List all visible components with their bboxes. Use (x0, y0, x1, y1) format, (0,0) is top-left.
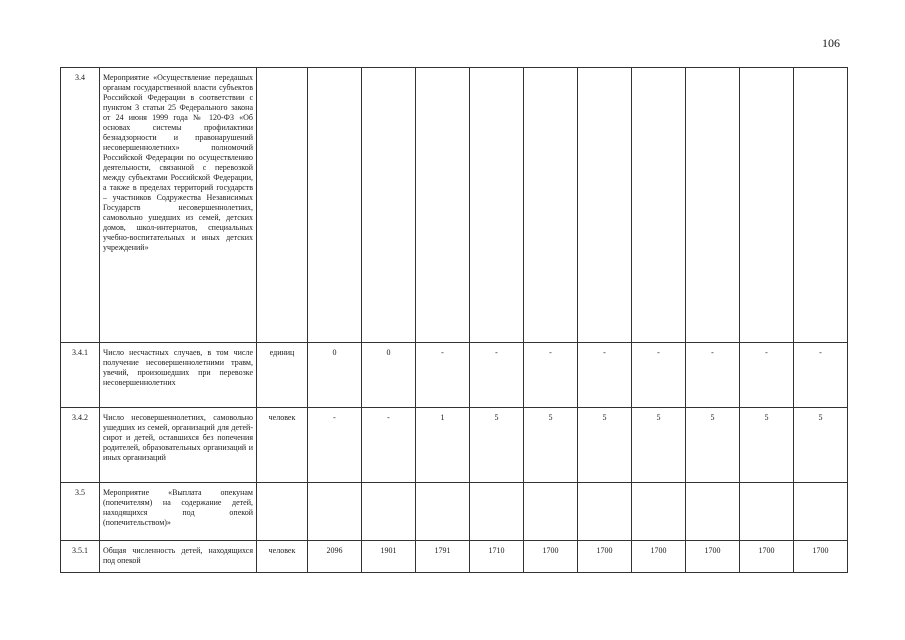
row-value: 2096 (308, 541, 362, 573)
table-row (61, 483, 848, 541)
row-value: - (794, 343, 848, 408)
row-value (308, 483, 362, 541)
row-unit: человек (257, 541, 308, 573)
row-value: - (470, 343, 524, 408)
row-value (794, 68, 848, 343)
row-unit (257, 483, 308, 541)
row-value: 1710 (470, 541, 524, 573)
row-name: Общая численность детей, находящихся под опекой (100, 541, 257, 573)
row-value: - (740, 343, 794, 408)
row-value (740, 68, 794, 343)
row-number: 3.4 (61, 68, 100, 343)
row-number: 3.5 (61, 483, 100, 541)
row-value: - (416, 343, 470, 408)
row-number: 3.4.2 (61, 408, 100, 483)
row-unit: человек (257, 408, 308, 483)
row-value (794, 483, 848, 541)
row-value (470, 483, 524, 541)
row-value: - (632, 343, 686, 408)
row-value: 1700 (740, 541, 794, 573)
row-value (362, 68, 416, 343)
row-value: 5 (686, 408, 740, 483)
row-value (362, 483, 416, 541)
row-value: 5 (470, 408, 524, 483)
row-value: 5 (632, 408, 686, 483)
table-row (61, 343, 848, 408)
row-unit: единиц (257, 343, 308, 408)
row-value: 1700 (578, 541, 632, 573)
row-name: Мероприятие «Осуществление передашых органам государственной власти субъектов Российской Федерации в соответствии с пунктом 3 статьи 25 Федерального закона от 24 июня 1999 года № 120-ФЗ «Об основах системы профилактики безнадзорности и правонарушений несовершеннолетних» полномочий Российской Федерации по осуществлению деятельности, связанной с перевозкой между субъектами Российской Федерации, а также в пределах территорий государств – участников Содружества Независимых Государств несовершеннолетних, самовольно ушедших из семей, детских домов, школ-интернатов, специальных учебно-воспитательных и иных детских учреждений» (100, 68, 257, 343)
row-value: 1700 (632, 541, 686, 573)
row-value: - (362, 408, 416, 483)
row-value (416, 68, 470, 343)
row-value (416, 483, 470, 541)
row-value: 0 (308, 343, 362, 408)
row-unit (257, 68, 308, 343)
row-value: 1901 (362, 541, 416, 573)
page-number: 106 (822, 36, 840, 50)
row-value: - (578, 343, 632, 408)
row-value (524, 483, 578, 541)
row-value (524, 68, 578, 343)
row-value (632, 68, 686, 343)
row-value: 1700 (686, 541, 740, 573)
row-value (578, 483, 632, 541)
row-value: - (308, 408, 362, 483)
row-value (578, 68, 632, 343)
row-value: 1700 (524, 541, 578, 573)
row-value: 5 (524, 408, 578, 483)
row-value (686, 483, 740, 541)
row-value (740, 483, 794, 541)
table-row (61, 541, 848, 573)
row-value: 5 (794, 408, 848, 483)
row-value: 1700 (794, 541, 848, 573)
table-row (61, 408, 848, 483)
row-number: 3.4.1 (61, 343, 100, 408)
row-value (470, 68, 524, 343)
row-value (308, 68, 362, 343)
row-value (632, 483, 686, 541)
row-number: 3.5.1 (61, 541, 100, 573)
row-name: Число несовершеннолетних, самовольно ушедших из семей, организаций для детей-сирот и детей, оставшихся без попечения родителей, образовательных организаций и иных организаций (100, 408, 257, 483)
row-value: - (686, 343, 740, 408)
row-value: 0 (362, 343, 416, 408)
row-value: 1 (416, 408, 470, 483)
row-name: Число несчастных случаев, в том числе получение несовершеннолетними травм, увечий, произошедших при перевозке несовершеннолетних (100, 343, 257, 408)
row-value: 1791 (416, 541, 470, 573)
row-value: 5 (740, 408, 794, 483)
row-value: 5 (578, 408, 632, 483)
row-value: - (524, 343, 578, 408)
table-row (61, 68, 848, 343)
row-value (686, 68, 740, 343)
indicator-table (60, 67, 848, 573)
row-name: Мероприятие «Выплата опекунам (попечителям) на содержание детей, находящихся под опекой (попечительством)» (100, 483, 257, 541)
